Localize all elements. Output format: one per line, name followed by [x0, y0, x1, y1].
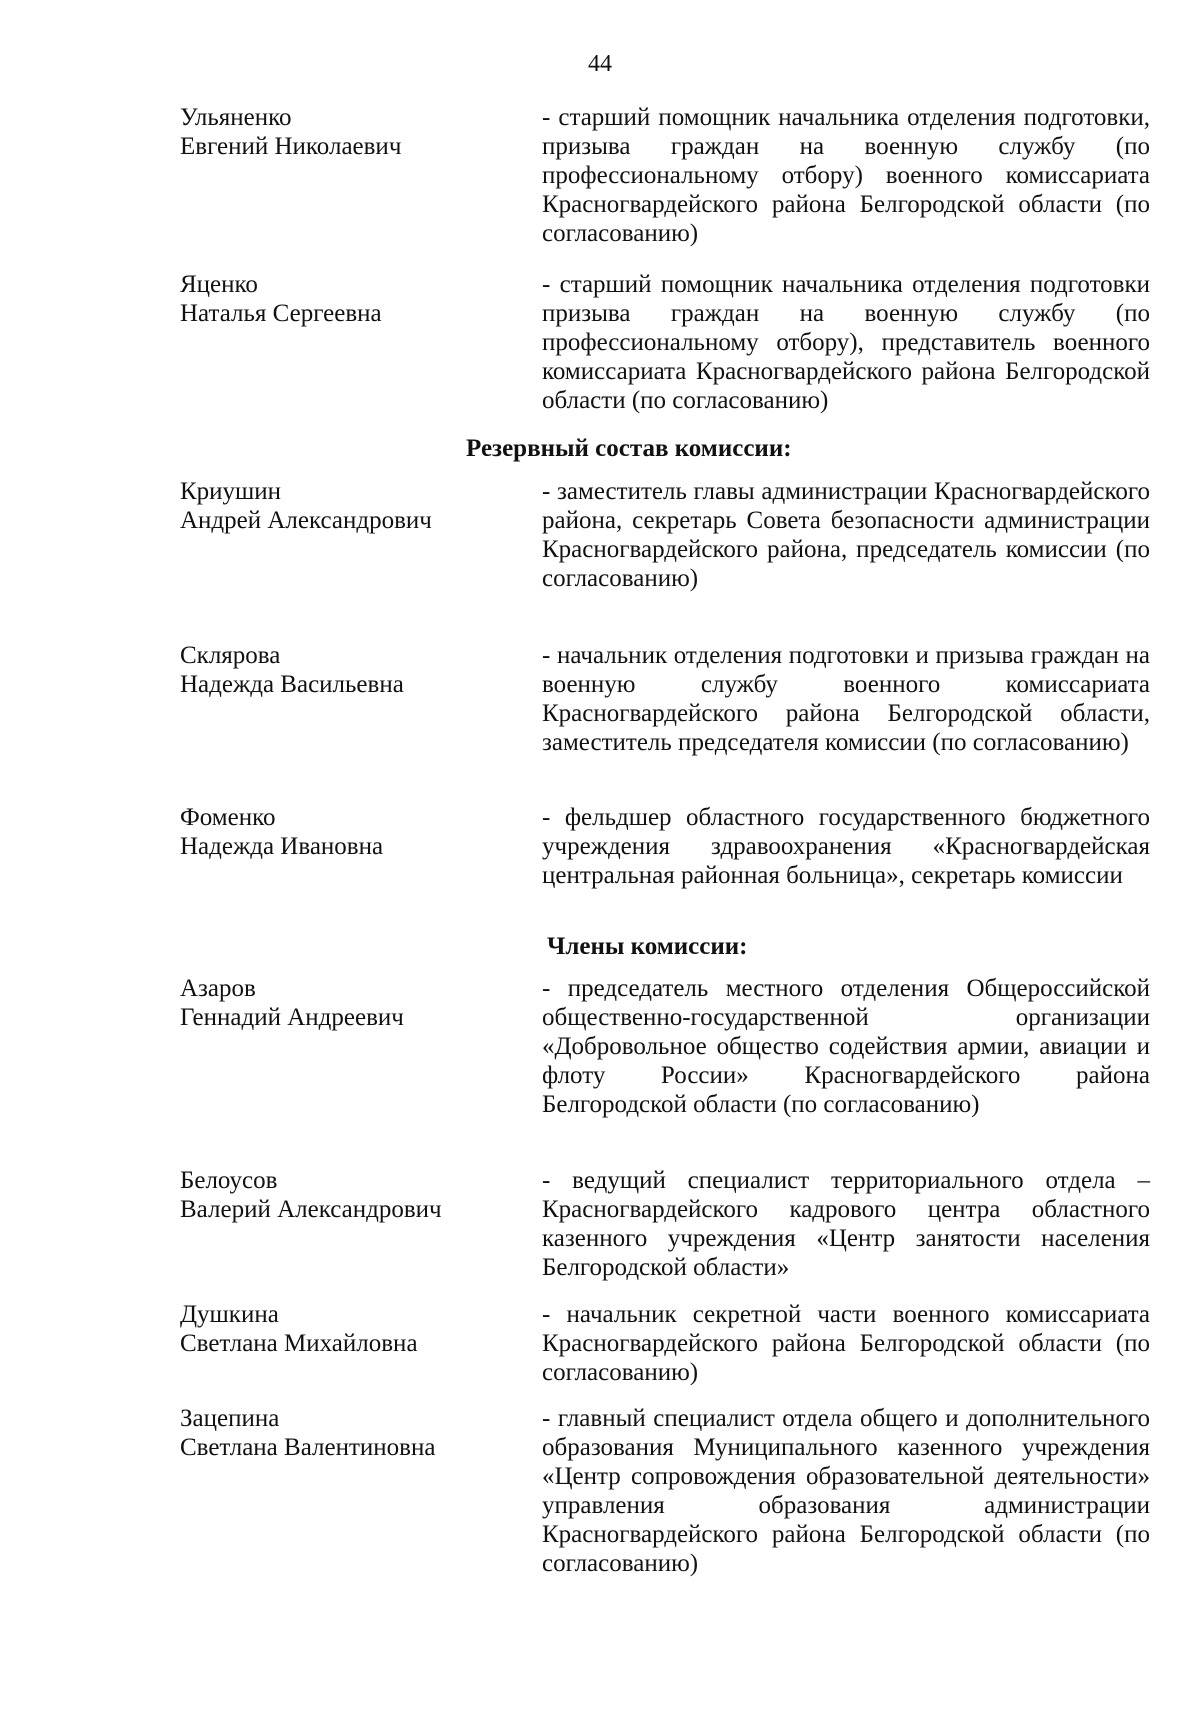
member-given-names: Наталья Сергеевна — [180, 300, 382, 327]
member-name — [180, 803, 500, 861]
section-heading-members: Члены комиссии: — [547, 933, 748, 960]
member-name — [180, 477, 500, 535]
member-role: - заместитель главы администрации Красногвардейского района, секретарь Совета безопасности администрации Красногвардейского района, председатель комиссии (по согласованию) — [542, 478, 1150, 592]
member-role: - главный специалист отдела общего и дополнительного образования Муниципального казенного учреждения «Центр сопровождения образовательной деятельности» управления образования администрации Красногвардейского района Белгородской области (по согласованию) — [542, 1405, 1150, 1577]
member-given-names: Светлана Михайловна — [180, 1330, 418, 1357]
member-surname: Склярова — [180, 642, 281, 669]
member-given-names: Геннадий Андреевич — [180, 1004, 404, 1031]
member-surname: Азаров — [180, 975, 256, 1002]
member-role: - старший помощник начальника отделения подготовки, призыва граждан на военную службу (по профессиональному отбору) военного комиссариата Красногвардейского района Белгородской области (по согласованию) — [542, 104, 1150, 247]
member-role: - ведущий специалист территориального отдела – Красногвардейского кадрового центра областного казенного учреждения «Центр занятости населения Белгородской области» — [542, 1167, 1150, 1281]
page-number: 44 — [588, 51, 612, 77]
member-name — [180, 1404, 500, 1462]
member-role: - председатель местного отделения Общероссийской общественно-государственной организации «Добровольное общество содействия армии, авиации и флоту России» Красногвардейского района Белгородской области (по согласованию) — [542, 975, 1150, 1118]
member-role: - фельдшер областного государственного бюджетного учреждения здравоохранения «Красногвардейская центральная районная больница», секретарь комиссии — [542, 804, 1150, 889]
member-surname: Зацепина — [180, 1405, 280, 1432]
member-given-names: Валерий Александрович — [180, 1196, 442, 1223]
member-surname: Криушин — [180, 478, 282, 505]
member-role: - начальник отделения подготовки и призыва граждан на военную службу военного комиссариата Красногвардейского района Белгородской области, заместитель председателя комиссии (по согласованию) — [542, 642, 1150, 756]
member-name — [180, 103, 500, 161]
member-name — [180, 1166, 500, 1224]
member-name — [180, 641, 500, 699]
member-surname: Фоменко — [180, 804, 276, 831]
member-surname: Душкина — [180, 1301, 279, 1328]
section-heading-reserve: Резервный состав комиссии: — [466, 435, 792, 462]
member-given-names: Надежда Ивановна — [180, 833, 384, 860]
member-role: - начальник секретной части военного комиссариата Красногвардейского района Белгородской области (по согласованию) — [542, 1301, 1150, 1386]
member-given-names: Евгений Николаевич — [180, 133, 402, 160]
member-given-names: Светлана Валентиновна — [180, 1434, 436, 1461]
member-surname: Белоусов — [180, 1167, 278, 1194]
member-surname: Ульяненко — [180, 104, 292, 131]
member-role: - старший помощник начальника отделения подготовки призыва граждан на военную службу (по профессиональному отбору), представитель военного комиссариата Красногвардейского района Белгородской области (по согласованию) — [542, 271, 1150, 414]
member-given-names: Андрей Александрович — [180, 507, 432, 534]
member-name — [180, 1300, 500, 1358]
member-given-names: Надежда Васильевна — [180, 671, 404, 698]
member-name — [180, 974, 500, 1032]
member-surname: Яценко — [180, 271, 258, 298]
member-name — [180, 270, 500, 328]
